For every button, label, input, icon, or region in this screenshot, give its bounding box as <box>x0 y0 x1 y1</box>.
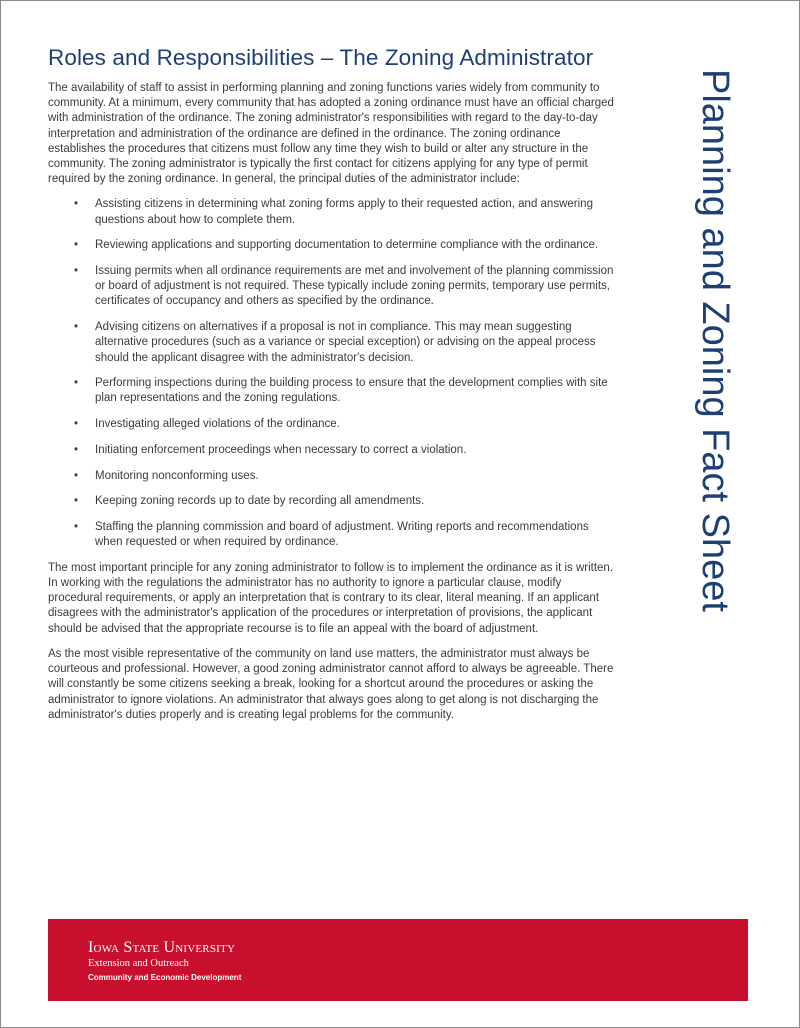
duty-text: Issuing permits when all ordinance requirements are met and involvement of the planning commission or board of adjustment is not required. These typically include zoning permits, temporary use permits, certificates of occupancy and others as specified by the ordinance. <box>95 265 614 308</box>
department-name: Community and Economic Development <box>88 973 242 982</box>
duty-text: Performing inspections during the building process to ensure that the development complies with site plan representations and the zoning regulations. <box>95 377 608 405</box>
list-item <box>48 417 614 432</box>
duties-list <box>48 197 614 550</box>
bullet-icon: • <box>74 469 79 482</box>
bullet-icon: • <box>74 443 79 456</box>
bullet-icon: • <box>74 239 79 252</box>
bullet-icon: • <box>74 265 79 278</box>
list-item <box>48 494 614 509</box>
bullet-icon: • <box>74 377 79 390</box>
duty-text: Advising citizens on alternatives if a proposal is not in compliance. This may mean suggesting alternative procedures (such as a variance or special exception) or advising on the appeal process should the applicant disagree with the administrator's decision. <box>95 321 596 364</box>
duty-text: Staffing the planning commission and board of adjustment. Writing reports and recommendations when requested or when required by ordinance. <box>95 520 589 549</box>
list-item <box>48 264 614 310</box>
list-item <box>48 320 614 366</box>
principle-paragraph: The most important principle for any zoning administrator to follow is to implement the ordinance as it is written. In working with the regulations the administrator has no authority to ignore a particular clause, modify procedural requirements, or apply an interpretation that is contrary to its clear, literal meaning. If an applicant disagrees with the administrator's application of the procedures or interpretation of provisions, the applicant should be advised that the appropriate recourse is to file an appeal with the board of adjustment. <box>48 561 614 635</box>
duty-text: Investigating alleged violations of the ordinance. <box>95 418 340 431</box>
bullet-icon: • <box>74 198 79 211</box>
list-item <box>48 376 614 406</box>
fact-sheet-title: Planning and Zoning Fact Sheet <box>694 69 736 612</box>
page-heading: Roles and Responsibilities – The Zoning Administrator <box>48 45 594 70</box>
duty-text: Reviewing applications and supporting documentation to determine compliance with the ordinance. <box>95 239 599 252</box>
list-item <box>48 197 614 227</box>
bullet-icon: • <box>74 520 79 533</box>
extension-subtitle: Extension and Outreach <box>88 958 189 969</box>
university-logo-text: Iowa State University <box>88 939 236 956</box>
footer-band <box>48 919 748 1001</box>
duty-text: Monitoring nonconforming uses. <box>95 469 259 482</box>
bullet-icon: • <box>74 321 79 334</box>
duty-text: Assisting citizens in determining what zoning forms apply to their requested action, and answering questions about how to complete them. <box>95 198 593 226</box>
bullet-icon: • <box>74 418 79 431</box>
intro-paragraph: The availability of staff to assist in performing planning and zoning functions varies widely from community to community. At a minimum, every community that has adopted a zoning ordinance must have an official charged with administration of the ordinance. The zoning administrator's responsibilities with regard to the day-to-day interpretation and administration of the ordinance are defined in the ordinance. The zoning ordinance establishes the procedures that citizens must follow any time they wish to build or alter any structure in the community. The zoning administrator is typically the first contact for citizens applying for any type of permit required by the zoning ordinance. In general, the principal duties of the administrator include: <box>48 82 614 186</box>
list-item <box>48 520 614 550</box>
list-item <box>48 443 614 458</box>
list-item <box>48 469 614 484</box>
duty-text: Keeping zoning records up to date by recording all amendments. <box>95 495 425 508</box>
conduct-paragraph: As the most visible representative of the community on land use matters, the administrator must always be courteous and professional. However, a good zoning administrator cannot afford to always be agreeable. There will constantly be some citizens seeking a break, looking for a shortcut around the procedures or asking the administrator to ignore violations. An administrator that always goes along to get along is not discharging the administrator's duties properly and is creating legal problems for the community. <box>48 647 614 721</box>
body-content <box>48 81 614 733</box>
list-item <box>48 238 614 253</box>
duty-text: Initiating enforcement proceedings when necessary to correct a violation. <box>95 443 467 456</box>
bullet-icon: • <box>74 495 79 508</box>
